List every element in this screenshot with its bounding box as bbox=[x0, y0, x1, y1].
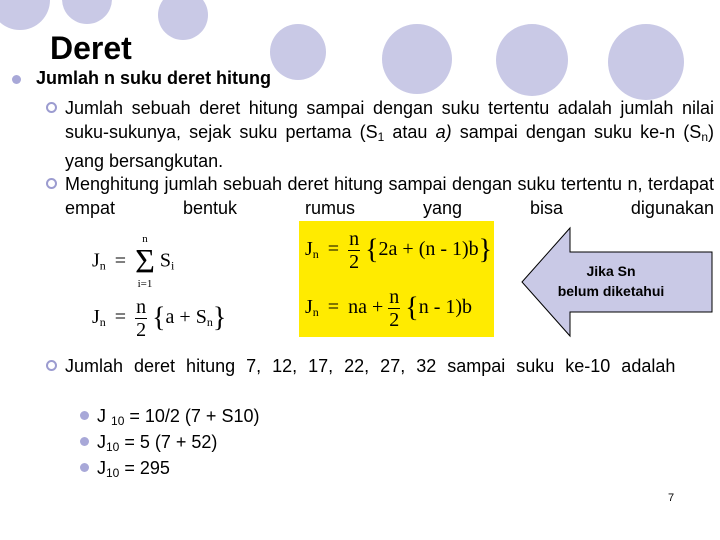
step2-pre: J bbox=[97, 432, 106, 452]
bullet-level1-text: Jumlah n suku deret hitung bbox=[36, 68, 272, 88]
para2-text: Menghitung jumlah sebuah deret hitung sampai dengan suku tertentu n, terdapat empat bentuk rumus yang bisa digunakan bbox=[65, 174, 714, 218]
formula2-lhs-sub: n bbox=[99, 315, 106, 330]
para1-text-e: ) yang bersangkutan. bbox=[65, 122, 714, 171]
step-3 bbox=[80, 458, 170, 480]
formula2-body-sub: n bbox=[206, 315, 213, 330]
formula4-num: n bbox=[389, 286, 400, 308]
formula1-sum-top: n bbox=[142, 233, 148, 245]
decor-circle bbox=[496, 24, 568, 96]
formula1-term-sub: i bbox=[171, 258, 175, 273]
formula1-eq: = bbox=[114, 249, 127, 272]
formula1-term: S bbox=[159, 249, 171, 272]
formula-half-2a: $J_n$ = $\frac{n}{2}$ {2a + (n - 1)b} bbox=[305, 228, 493, 273]
callout-line2: belum diketahui bbox=[557, 283, 665, 299]
step1-pre: J bbox=[97, 406, 112, 426]
step-2 bbox=[80, 432, 217, 454]
formula2-den: 2 bbox=[136, 319, 147, 341]
bullet-dot-icon bbox=[80, 411, 89, 420]
formula3-lhs: J bbox=[305, 238, 313, 261]
formula3-num: n bbox=[349, 228, 360, 250]
para1-sub2: n bbox=[701, 130, 708, 144]
step2-post: = 5 (7 + 52) bbox=[119, 432, 218, 452]
para1-text-a: Jumlah sebuah deret hitung sampai dengan suku tertentu adalah jumlah nilai suku-sukunya, sejak suku pertama (S bbox=[65, 98, 714, 142]
decor-circle bbox=[0, 0, 50, 30]
step3-post: = 295 bbox=[119, 458, 170, 478]
decor-circle bbox=[608, 24, 684, 100]
bullet-ring-icon bbox=[46, 360, 57, 371]
decor-circle bbox=[270, 24, 326, 80]
formula4-body: n - 1)b bbox=[418, 296, 473, 319]
formula4-den: 2 bbox=[389, 309, 400, 331]
paragraph-formula-intro bbox=[46, 172, 714, 220]
para1-text-c: a) bbox=[435, 122, 452, 142]
formula1-sum-bottom: i=1 bbox=[137, 278, 153, 290]
bullet-dot-icon bbox=[80, 463, 89, 472]
decor-circle bbox=[382, 24, 452, 94]
formula-sum bbox=[92, 234, 174, 290]
formula3-lhs-sub: n bbox=[312, 247, 319, 262]
formula3-body: 2a + (n - 1)b bbox=[378, 238, 479, 261]
callout-text bbox=[546, 261, 676, 301]
formula2-num: n bbox=[136, 296, 147, 318]
bullet-ring-icon bbox=[46, 102, 57, 113]
formula4-lhs-sub: n bbox=[312, 305, 319, 320]
step1-sub: 10 bbox=[111, 414, 125, 428]
para1-sub1: 1 bbox=[377, 130, 385, 144]
formula2-eq: = bbox=[114, 306, 127, 329]
formula1-lhs: J bbox=[92, 249, 100, 272]
para1-text-b: atau bbox=[384, 122, 436, 142]
paragraph-definition bbox=[46, 96, 714, 173]
bullet-level1 bbox=[12, 68, 271, 89]
step2-sub: 10 bbox=[106, 440, 120, 454]
formula-half-a-plus-sn: $J_n$ = $\frac{n}{2}$ $\{a + S_n\}$ bbox=[92, 296, 227, 341]
bullet-ring-icon bbox=[46, 178, 57, 189]
step1-post: = 10/2 (7 + S10) bbox=[124, 406, 260, 426]
step-1 bbox=[80, 406, 259, 428]
para1-text-d: sampai dengan suku ke-n (S bbox=[451, 122, 702, 142]
formula3-den: 2 bbox=[349, 251, 360, 273]
formula4-lhs: J bbox=[305, 296, 313, 319]
sigma-icon: Σ bbox=[135, 243, 155, 280]
bullet-dot-icon bbox=[80, 437, 89, 446]
formula1-lhs-sub: n bbox=[99, 258, 106, 273]
paragraph-example bbox=[46, 354, 714, 378]
page-number: 7 bbox=[668, 492, 675, 504]
formula-na-plus: $J_n$ = na + $\frac{n}{2}$ {n - 1)b bbox=[305, 286, 473, 331]
formula2-lhs: J bbox=[92, 306, 100, 329]
slide-title: Deret bbox=[50, 30, 132, 66]
decor-circle bbox=[62, 0, 112, 24]
formula3-eq: = bbox=[327, 238, 340, 261]
callout-line1: Jika Sn bbox=[586, 263, 636, 279]
step3-sub: 10 bbox=[106, 466, 120, 480]
decor-circle bbox=[158, 0, 208, 40]
formula4-eq: = bbox=[327, 296, 340, 319]
bullet-dot-icon bbox=[12, 75, 21, 84]
formula2-body: a + S bbox=[165, 306, 207, 329]
para3-text: Jumlah deret hitung 7, 12, 17, 22, 27, 32 sampai suku ke-10 adalah bbox=[65, 356, 676, 376]
step3-pre: J bbox=[97, 458, 106, 478]
formula4-pre: na + bbox=[348, 296, 384, 319]
